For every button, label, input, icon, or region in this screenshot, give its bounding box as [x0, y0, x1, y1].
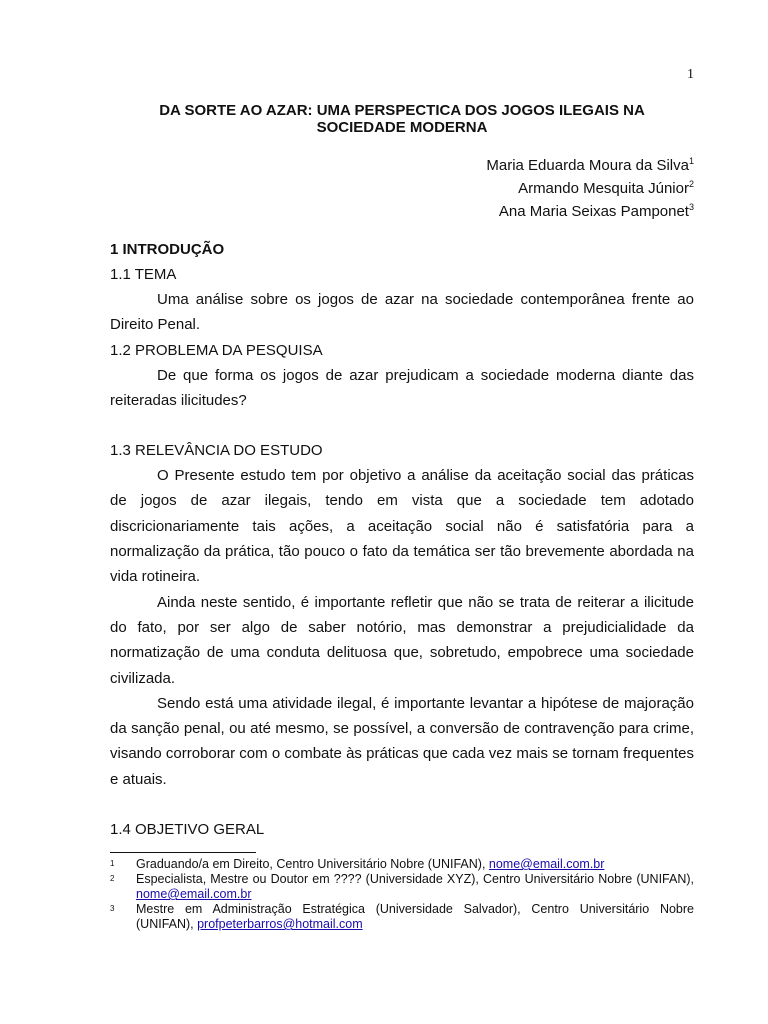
document-body	[110, 102, 694, 842]
footnote-ref: 1	[688, 156, 694, 166]
spacer	[110, 792, 694, 817]
spacer	[110, 413, 694, 438]
author	[110, 198, 694, 221]
section-heading-relevancia: 1.3 RELEVÂNCIA DO ESTUDO	[110, 442, 323, 460]
footnote-ref: 3	[688, 202, 694, 212]
paragraph-relevancia-2: Ainda neste sentido, é importante refletir que não se trata de reiterar a ilicitude do fato, por ser algo de saber notório, mas demonstrar a prejudicialidade da normatização de uma conduta delituosa que, sobretudo, empobrece uma sociedade civilizada.	[110, 593, 694, 687]
email-link[interactable]: nome@email.com.br	[136, 887, 252, 901]
paragraph-relevancia-1: O Presente estudo tem por objetivo a análise da aceitação social das práticas de jogos de azar ilegais, tendo em vista que a sociedade tem adotado discricionariamente tais ações, a aceitação social não é satisfatória para a normalização da prática, tão pouco o fato da temática ser tão brevemente abordada na vida rotineira.	[110, 467, 694, 586]
footnote-separator	[110, 852, 256, 853]
email-link[interactable]: profpeterbarros@hotmail.com	[197, 917, 363, 931]
paragraph-problema: De que forma os jogos de azar prejudicam a sociedade moderna diante das reiteradas ilicitudes?	[110, 366, 694, 409]
footnote	[110, 902, 694, 932]
author	[110, 152, 694, 175]
title-line-2: SOCIEDADE MODERNA	[316, 119, 488, 136]
author-list	[110, 152, 694, 221]
paragraph-relevancia-3: Sendo está uma atividade ilegal, é importante levantar a hipótese de majoração da sanção penal, ou até mesmo, se possível, a conversão de contravenção para crime, visando corroborar com o combate às práticas que cada vez mais se tornam frequentes e atuais.	[110, 694, 694, 788]
footnote-text: Especialista, Mestre ou Doutor em ???? (Universidade XYZ), Centro Universitário Nobre (UNIFAN),	[136, 872, 694, 886]
paragraph-tema: Uma análise sobre os jogos de azar na sociedade contemporânea frente ao Direito Penal.	[110, 291, 694, 334]
email-link[interactable]: nome@email.com.br	[488, 857, 605, 871]
author-name: Maria Eduarda Moura da Silva	[486, 157, 689, 174]
footnote-text: Graduando/a em Direito, Centro Universitário Nobre (UNIFAN),	[136, 857, 489, 871]
section-heading-introducao: 1 INTRODUÇÃO	[110, 241, 225, 258]
footnotes	[110, 852, 694, 932]
title-line-1: DA SORTE AO AZAR: UMA PERSPECTICA DOS JOGOS ILEGAIS NA	[159, 102, 645, 119]
footnote-text: Mestre em Administração Estratégica (Universidade Salvador), Centro Universitário Nobre (UNIFAN),	[136, 902, 694, 931]
footnote-number: 2	[110, 874, 115, 883]
author-name: Ana Maria Seixas Pamponet	[498, 203, 689, 220]
document-title	[110, 102, 694, 136]
footnote-number: 3	[110, 904, 115, 913]
section-heading-problema: 1.2 PROBLEMA DA PESQUISA	[110, 341, 323, 359]
footnote-number: 1	[110, 859, 115, 868]
section-heading-objetivo: 1.4 OBJETIVO GERAL	[110, 821, 265, 839]
author	[110, 175, 694, 198]
footnote	[110, 857, 694, 872]
footnote-ref: 2	[688, 179, 694, 189]
section-heading-tema: 1.1 TEMA	[110, 266, 177, 283]
author-name: Armando Mesquita Júnior	[518, 180, 689, 197]
footnote	[110, 872, 694, 902]
page-number: 1	[687, 67, 694, 82]
